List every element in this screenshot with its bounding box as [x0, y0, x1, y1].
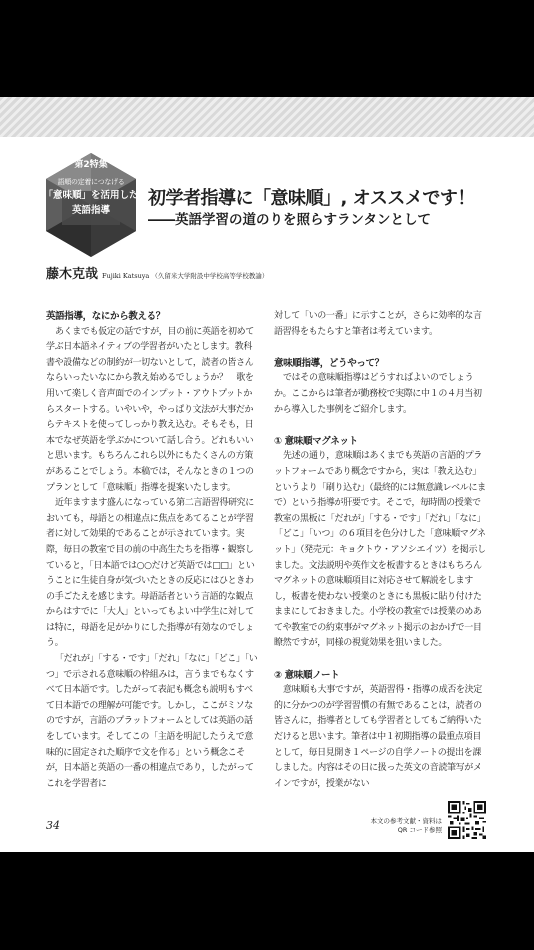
body-paragraph: 意味順も大事ですが，英語習得・指導の成否を決定的に分かつのが学習習慣の有無であることは，読者の皆さんに，指導者としても学習者としてもご納得いただけると思います。筆者は中１初期指導の最重点項目として，毎日見開き１ページの自学ノートの提出を課しました。内容はその日に扱った英文の音読筆写がメインですが，授業がない	[274, 685, 482, 789]
body-paragraph: ではその意味順指導はどうすればよいのでしょうか。ここからは筆者が勤務校で実際に中１の４月当初から導入した事例をご紹介します。	[274, 373, 482, 415]
body-paragraph: あくまでも仮定の話ですが，目の前に英語を初めて学ぶ日本語ネイティブの学習者がいたとします。教科書や設備などの制約が一切ないとして，読者の皆さんならいったいなにから教え始めるでしょうか？ 歌を用いて楽しく音声面でのインプット・アウトプットからスタートする。いやいや，やっぱり文法が大事だからテキストを使ってしっかり教え込む。そもそも，日本でなぜ英語を学ぶかについて話し合う。どれもいいと思います。もちろんこれら以外にもたくさんの方策があることでしょう。本稿では，そんなときの１つのプランとして「意味順」指導を提案いたします。	[46, 326, 254, 493]
author-name-en: Fujiki Katsuya	[102, 272, 150, 280]
page-number: 34	[46, 819, 60, 832]
magazine-page	[0, 97, 534, 852]
section-heading: 英語指導，なにから教える？	[46, 311, 165, 322]
feature-hexagon-text	[42, 155, 140, 217]
qr-note-line1: 本文の参考文献・資料は	[370, 817, 442, 825]
paragraph-gap	[274, 340, 488, 356]
feature-label: 第2特集	[74, 160, 108, 170]
qr-note	[356, 817, 442, 834]
decorative-top-band	[0, 97, 534, 137]
series-theme-line1: 「意味順」を活用した	[43, 190, 139, 201]
paragraph-gap	[274, 652, 488, 668]
paragraph-gap	[274, 418, 488, 434]
author-line	[46, 263, 268, 282]
qr-code-icon[interactable]	[448, 801, 486, 839]
qr-note-line2: QR コード参照	[397, 825, 442, 834]
article-title: 初学者指導に「意味順」, オススメです！	[148, 188, 475, 209]
body-paragraph: 近年ますます盛んになっている第二言語習得研究においても，母語との相違点に焦点をあてることが学習者に対して効果的であることが示されています。実際，毎日の教室で目の前の中高生たちを指導・観察していると，「日本語では○○だけど英語では□□」ということに生徒自身が気づいたときの反応にはひときわの手ごたえを感じます。母語話者という言語的な観点からはすでに「大人」といってもよい中学生に対しては特に，母語を足がかりにした指導が有効なのでしょう。	[46, 498, 255, 649]
author-affiliation: （久留米大学附設中学校高等学校教諭）	[151, 272, 269, 280]
series-line: 語順の定着につなげる	[57, 178, 125, 186]
author-name-jp: 藤木克哉	[46, 267, 99, 282]
body-paragraph-continued: 対して「いの一番」に示すことが，さらに効率的な言語習得をもたらすと筆者は考えています。	[274, 311, 482, 337]
right-text-column	[274, 309, 488, 792]
body-paragraph: 先述の通り，意味順はあくまでも英語の言語的プラットフォームであり概念ですから，実は「教え込む」というより「刷り込む」（最終的には無意識レベルにまで）という指導が肝要です。そこで，毎時間の授業で教室の黒板に「だれが」「する・です」「だれ」「なに」「どこ」「いつ」の６項目を色分けした「意味順マグネット」（発売元：キョクトウ・アソシエイツ）を掲示しました。文法説明や英作文を板書するときはもちろんマグネットの意味順項目に対応させて解説をしますし，板書を使わない授業のときにも黒板に貼り付けたままにしておきました。小学校の教室では授業のめあてや教室での約束事がマグネット掲示のおかげで一目瞭然ですが，同様の視覚効果を狙いました。	[274, 451, 486, 649]
section-heading: 意味順指導，どうやって？	[274, 357, 384, 369]
article-subtitle: ――英語学習の道のりを照らすランタンとして	[148, 212, 431, 228]
section-heading: ② 意味順ノート	[274, 669, 340, 681]
body-paragraph: 「だれが」「する・です」「だれ」「なに」「どこ」「いつ」で示される意味順の枠組みは，言うまでもなくすべて日本語です。したがって表記も概念も説明もすべて日本語での理解が可能です。しかし，ここがミソなのですが，言語のプラットフォームとしては英語の話をしています。そしてこの「主語を明記したうえで意味的に固定された順序で文を作る」という概念こそが，日本語と英語の一番の相違点であり，したがってこれを学習者に	[46, 654, 258, 789]
left-text-column	[46, 309, 260, 792]
series-theme-line2: 英語指導	[71, 205, 110, 216]
section-heading: ① 意味順マグネット	[274, 435, 358, 447]
